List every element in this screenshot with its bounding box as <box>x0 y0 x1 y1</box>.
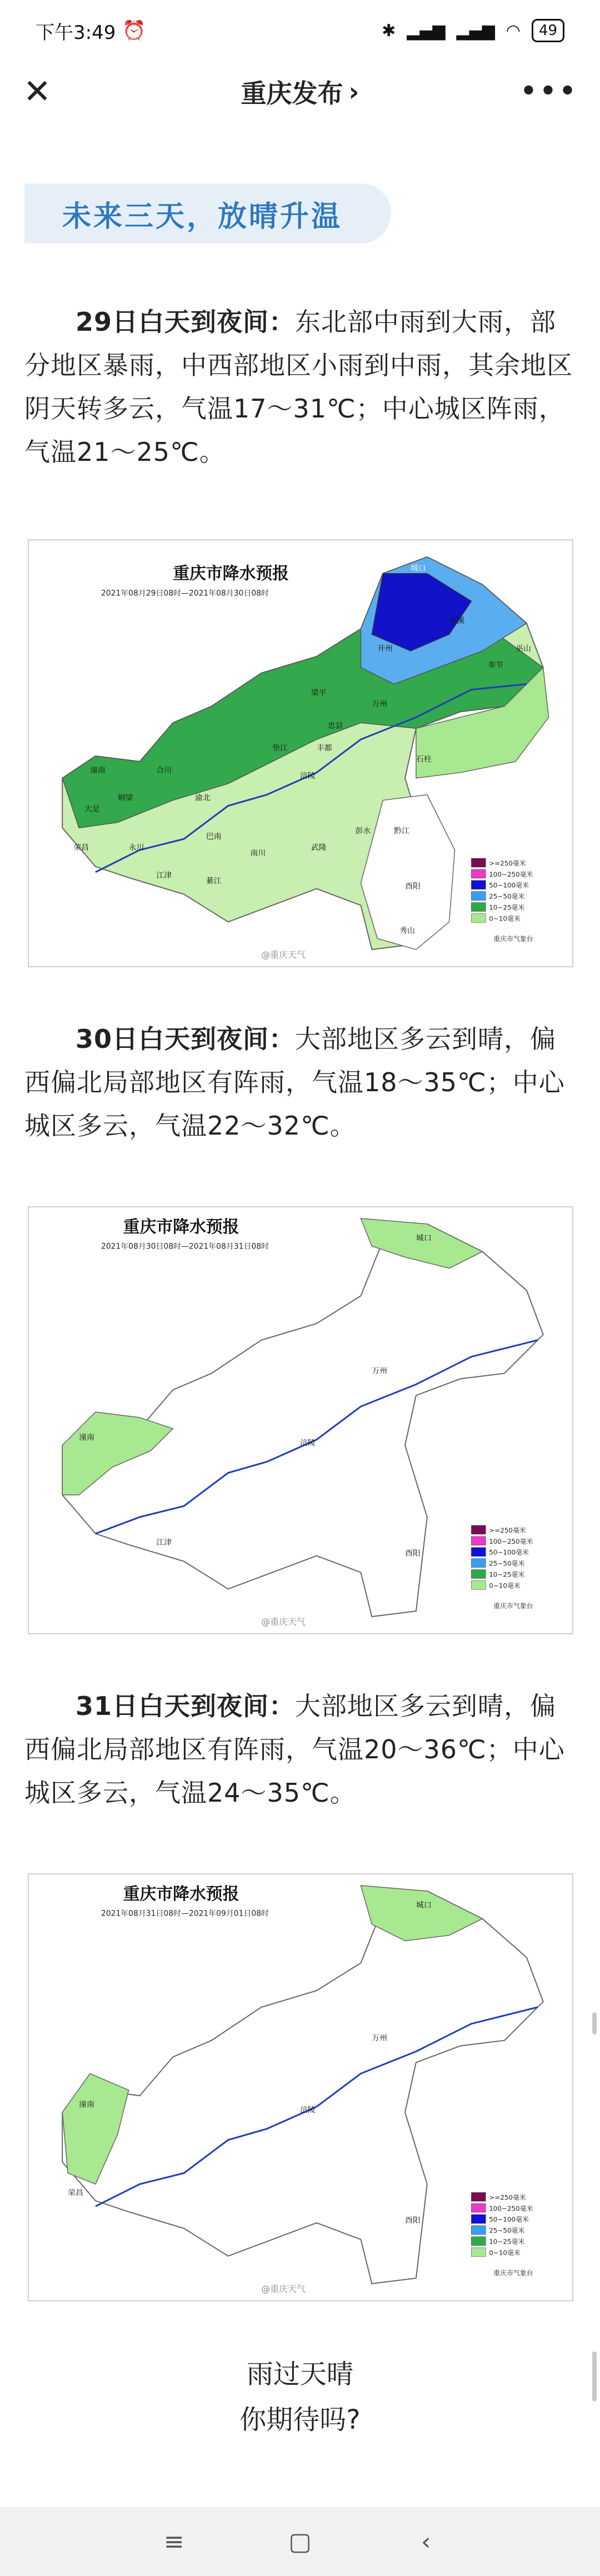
legend-label-1-5: 0~10毫米 <box>489 914 521 923</box>
place-label: 酉阳 <box>405 882 421 891</box>
signal-icon: ▂▄▆ <box>407 21 446 41</box>
chevron-right-icon: › <box>348 77 359 107</box>
legend-label-2-2: 50~100毫米 <box>489 1548 529 1556</box>
alarm-icon: ⏰ <box>122 19 146 42</box>
place-label: 奉节 <box>488 660 504 670</box>
place-label: 酉阳 <box>405 1549 421 1558</box>
map-legend-3 <box>471 2192 533 2277</box>
close-icon[interactable]: ✕ <box>23 72 52 111</box>
place-label: 潼南 <box>89 765 106 775</box>
precip-map-svg-2 <box>29 1207 572 1633</box>
place-label: 大足 <box>84 804 100 814</box>
place-label: 荣昌 <box>68 2188 83 2197</box>
more-options-icon[interactable]: ••• <box>519 73 578 110</box>
map-watermark-3: @重庆天气 <box>261 2284 306 2295</box>
precip-map-svg-1 <box>29 540 572 966</box>
map-legend-1 <box>471 858 533 943</box>
forecast-paragraph-3 <box>24 1684 576 1814</box>
top-nav <box>0 61 600 122</box>
scrollbar-thumb-2[interactable] <box>592 2351 597 2401</box>
place-label: 酉阳 <box>405 2216 421 2225</box>
place-label: 南川 <box>250 849 266 858</box>
place-label: 潼南 <box>79 1433 94 1442</box>
map-legend-2 <box>471 1525 533 1610</box>
legend-label-3-4: 10~25毫米 <box>489 2237 525 2246</box>
legend-label-1-1: 100~250毫米 <box>489 870 533 878</box>
precip-map-1 <box>28 539 573 967</box>
status-bar <box>0 0 600 61</box>
menu-icon[interactable]: ≡ <box>163 2527 184 2556</box>
ending-line-2: 你期待吗? <box>239 2404 361 2435</box>
place-label: 万州 <box>372 699 388 709</box>
account-name: 重庆发布 <box>241 78 343 108</box>
map-title-1: 重庆市降水预报 <box>173 564 289 584</box>
signal-icon-2: ▂▄▆ <box>456 21 495 41</box>
place-label: 綦江 <box>206 876 222 886</box>
legend-label-2-0: >=250毫米 <box>489 1526 526 1534</box>
legend-label-3-0: >=250毫米 <box>489 2193 526 2201</box>
map-credit-2: 重庆市气象台 <box>493 1602 533 1610</box>
map-subtitle-2: 2021年08月30日08时—2021年08月31日08时 <box>101 1242 269 1251</box>
forecast-paragraph-2 <box>24 1017 576 1147</box>
map-watermark-2: @重庆天气 <box>261 1617 306 1628</box>
wifi-icon: ◠ <box>506 21 521 41</box>
ending-text <box>0 2351 600 2443</box>
system-nav-bar <box>0 2507 600 2576</box>
place-label: 垫江 <box>272 744 288 753</box>
place-label: 巴南 <box>206 832 222 842</box>
place-label: 开州 <box>377 644 393 653</box>
legend-label-3-2: 50~100毫米 <box>489 2215 529 2224</box>
precip-map-svg-3 <box>29 1874 572 2300</box>
battery-icon: 49 <box>532 19 564 42</box>
back-icon[interactable]: ‹ <box>421 2527 431 2556</box>
legend-label-2-1: 100~250毫米 <box>489 1537 533 1545</box>
account-title[interactable] <box>241 73 359 110</box>
legend-label-1-3: 25~50毫米 <box>489 892 525 901</box>
ending-line-1: 雨过天晴 <box>246 2359 353 2390</box>
place-label: 秀山 <box>399 926 415 936</box>
forecast-day-3: 31日白天到夜间： <box>76 1691 296 1721</box>
place-label: 巫溪 <box>449 616 465 626</box>
place-label: 石柱 <box>416 754 432 764</box>
place-label: 涪陵 <box>300 771 316 780</box>
legend-label-2-4: 10~25毫米 <box>489 1570 525 1579</box>
place-label: 万州 <box>372 2033 388 2043</box>
place-label: 潼南 <box>79 2100 94 2109</box>
legend-label-1-0: >=250毫米 <box>489 859 526 867</box>
place-label: 万州 <box>372 1366 388 1376</box>
precip-map-2 <box>28 1206 573 1634</box>
place-label: 城口 <box>416 1901 432 1910</box>
legend-label-3-3: 25~50毫米 <box>489 2226 525 2235</box>
forecast-text-1: 东北部中雨到大雨，部分地区暴雨，中西部地区小雨到中雨，其余地区阴天转多云，气温17～31℃；中心城区阵雨，气温21～25℃。 <box>24 307 573 467</box>
scrollbar-thumb[interactable] <box>592 2012 597 2035</box>
legend-label-3-5: 0~10毫米 <box>489 2249 521 2257</box>
place-label: 城口 <box>416 1234 432 1243</box>
map-title-2: 重庆市降水预报 <box>123 1217 239 1237</box>
section-banner <box>24 183 391 243</box>
place-label: 彭水 <box>355 827 371 836</box>
legend-label-2-5: 0~10毫米 <box>489 1582 521 1590</box>
place-label: 武隆 <box>311 843 327 853</box>
place-label: 丰都 <box>316 744 332 753</box>
map-credit-3: 重庆市气象台 <box>493 2269 533 2277</box>
status-time-group <box>36 17 146 44</box>
forecast-day-1: 29日白天到夜间： <box>76 307 296 337</box>
region-outline-3 <box>62 1891 543 2284</box>
place-label: 渝北 <box>194 793 211 803</box>
precip-map-3 <box>28 1873 573 2301</box>
legend-label-1-4: 10~25毫米 <box>489 903 525 912</box>
map-credit-1: 重庆市气象台 <box>493 935 533 943</box>
place-label: 涪陵 <box>300 1438 316 1448</box>
status-time: 下午3:49 <box>36 21 116 44</box>
place-label: 荣昌 <box>73 843 89 853</box>
map-title-3: 重庆市降水预报 <box>123 1884 239 1904</box>
place-label: 江津 <box>156 871 172 880</box>
place-label: 合川 <box>156 765 172 775</box>
banner-text: 未来三天，放晴升温 <box>62 200 343 233</box>
place-label: 城口 <box>410 564 426 573</box>
legend-label-2-3: 25~50毫米 <box>489 1559 525 1568</box>
place-label: 黔江 <box>394 827 409 836</box>
place-label: 永川 <box>128 843 144 853</box>
place-label: 江津 <box>156 1538 172 1547</box>
place-label: 铜梁 <box>117 793 133 803</box>
place-label: 忠县 <box>327 722 343 731</box>
place-label: 梁平 <box>311 688 327 698</box>
bluetooth-icon: ✱ <box>382 21 396 41</box>
forecast-text-2: 大部地区多云到晴，偏西偏北局部地区有阵雨，气温18～35℃；中心城区多云，气温22～32℃。 <box>24 1024 565 1141</box>
legend-label-1-2: 50~100毫米 <box>489 881 529 889</box>
map-subtitle-1: 2021年08月29日08时—2021年08月30日08时 <box>101 589 269 598</box>
status-icons <box>382 19 564 42</box>
legend-label-3-1: 100~250毫米 <box>489 2204 533 2212</box>
place-label: 涪陵 <box>300 2105 316 2115</box>
forecast-day-2: 30日白天到夜间： <box>76 1024 296 1054</box>
map-watermark-1: @重庆天气 <box>261 949 306 961</box>
place-label: 巫山 <box>515 644 531 653</box>
home-icon[interactable]: ▢ <box>288 2527 312 2556</box>
forecast-paragraph-1 <box>24 300 576 474</box>
map-subtitle-3: 2021年08月31日08时—2021年09月01日08时 <box>101 1909 269 1918</box>
forecast-text-3: 大部地区多云到晴，偏西偏北局部地区有阵雨，气温20～36℃；中心城区多云，气温24～35℃。 <box>24 1691 565 1808</box>
